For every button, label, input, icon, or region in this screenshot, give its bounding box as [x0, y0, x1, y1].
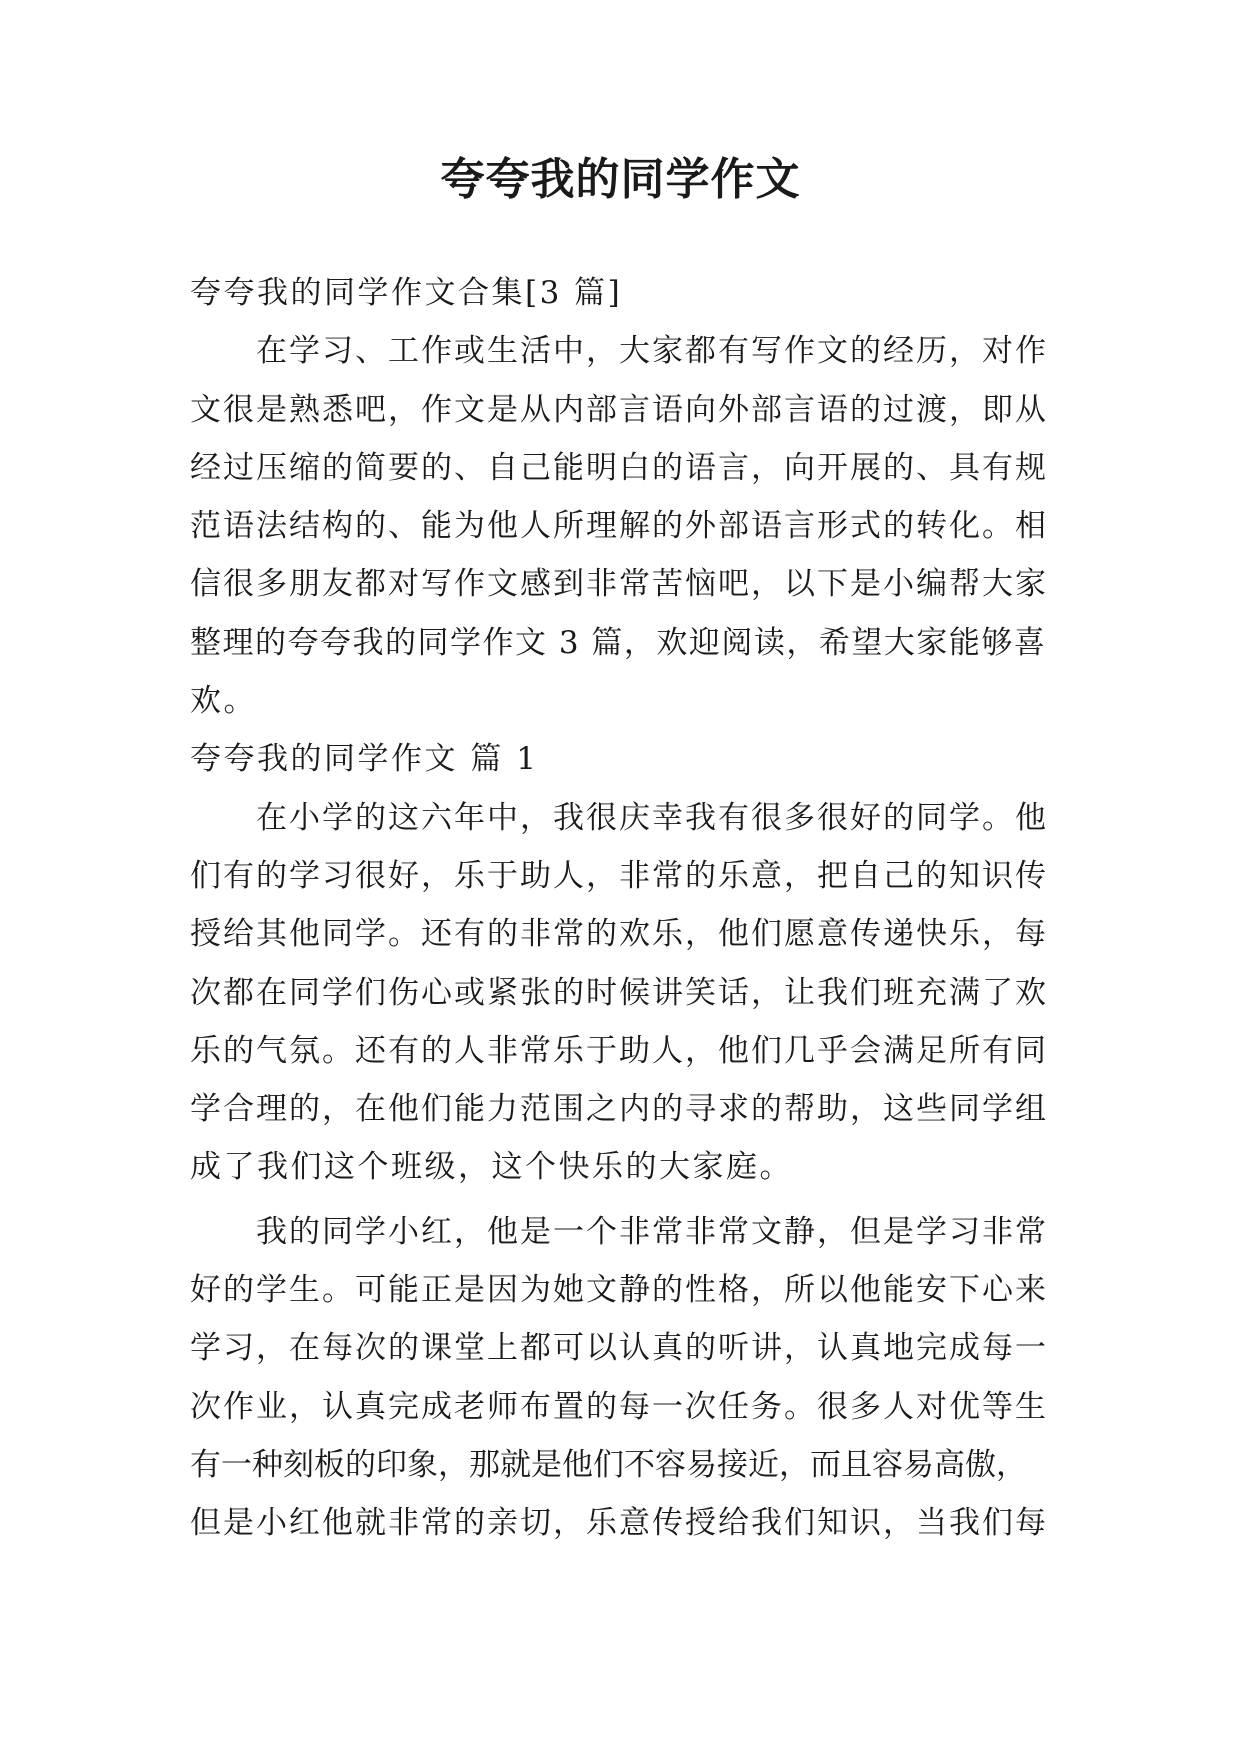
paragraph-line: 学合理的，在他们能力范围之内的寻求的帮助，这些同学组: [190, 1091, 1048, 1128]
paragraph-line: 次都在同学们伤心或紧张的时候讲笑话，让我们班充满了欢: [190, 974, 1048, 1011]
section-heading: 夸夸我的同学作文 篇 1: [190, 741, 539, 778]
paragraph-line: 们有的学习很好，乐于助人，非常的乐意，把自己的知识传: [190, 857, 1048, 894]
paragraph-line: 成了我们这个班级，这个快乐的大家庭。: [190, 1149, 793, 1186]
paragraph-2: [190, 1203, 1052, 1553]
intro-line: 在学习、工作或生活中，大家都有写作文的经历，对作: [190, 333, 1048, 370]
paragraph-line: 次作业，认真完成老师布置的每一次任务。很多人对优等生: [190, 1388, 1048, 1425]
intro-line: 文很是熟悉吧，作文是从内部言语向外部言语的过渡，即从: [190, 391, 1048, 428]
document-title: 夸夸我的同学作文: [440, 154, 801, 205]
paragraph-line: 在小学的这六年中，我很庆幸我有很多很好的同学。他: [190, 799, 1048, 836]
paragraph-line: 但是小红他就非常的亲切，乐意传授给我们知识，当我们每: [190, 1505, 1048, 1542]
paragraph-line: 我的同学小红，他是一个非常非常文静，但是学习非常: [190, 1213, 1048, 1250]
paragraph-line: 好的学生。可能正是因为她文静的性格，所以他能安下心来: [190, 1272, 1048, 1309]
intro-paragraph: [190, 322, 1052, 730]
intro-line: 信很多朋友都对写作文感到非常苦恼吧，以下是小编帮大家: [190, 566, 1048, 603]
intro-line: 范语法结构的、能为他人所理解的外部语言形式的转化。相: [190, 508, 1048, 545]
paragraph-line: 授给其他同学。还有的非常的欢乐，他们愿意传递快乐，每: [190, 916, 1048, 953]
paragraph-line: 乐的气氛。还有的人非常乐于助人，他们几乎会满足所有同: [190, 1032, 1048, 1069]
intro-line: 整理的夸夸我的同学作文 3 篇，欢迎阅读，希望大家能够喜: [190, 624, 1047, 661]
document-subtitle: 夸夸我的同学作文合集[3 篇]: [190, 275, 623, 311]
paragraph-line: 有一种刻板的印象，那就是他们不容易接近，而且容易高傲，: [190, 1446, 1027, 1483]
paragraph-line: 学习，在每次的课堂上都可以认真的听讲，认真地完成每一: [190, 1330, 1048, 1367]
intro-line: 欢。: [190, 683, 257, 720]
paragraph-1: [190, 789, 1052, 1197]
intro-line: 经过压缩的简要的、自己能明白的语言，向开展的、具有规: [190, 449, 1048, 486]
document-body: [190, 264, 1052, 1553]
